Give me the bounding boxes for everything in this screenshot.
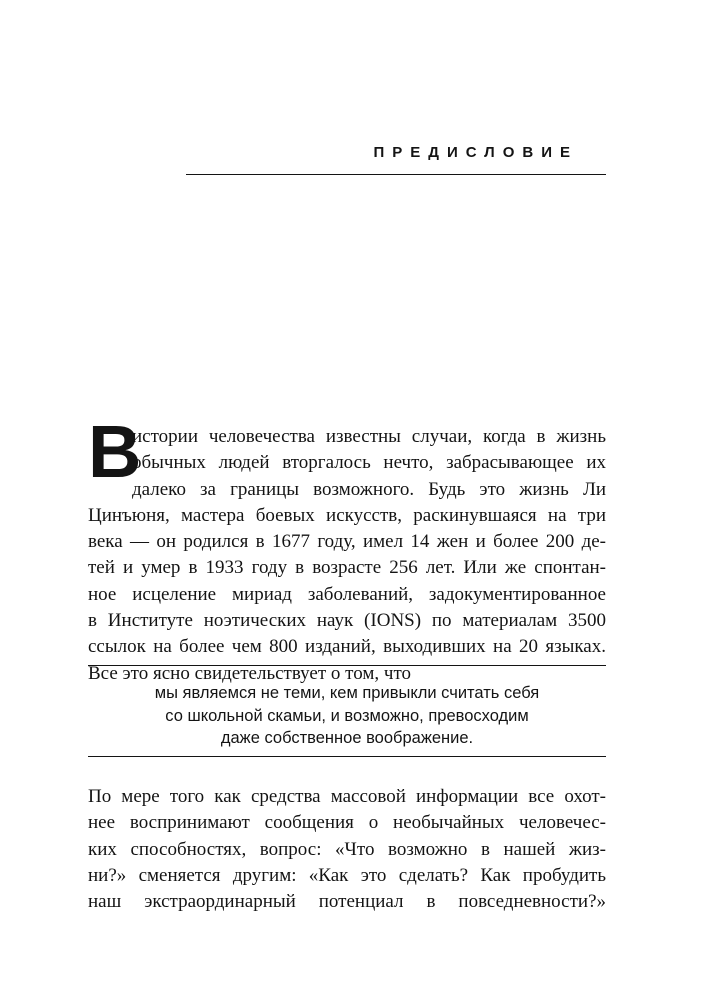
paragraph-line: тей и умер в 1933 году в возрасте 256 лет. Или же спонтан- [88,557,606,579]
pull-quote-line: мы являемся не теми, кем привыкли считать себя [154,684,540,702]
paragraph-line: ни?» сменяется другим: «Как это сделать? Как пробудить [88,864,606,886]
paragraph-line: далеко за границы возможного. Будь это жизнь Ли [132,478,606,500]
paragraph-line: века — он родился в 1677 году, имел 14 жен и более 200 де- [88,531,606,553]
paragraph-line: в Институте ноэтических наук (IONS) по материалам 3500 [88,610,606,632]
pull-quote-bottom-rule [88,756,606,757]
paragraph-line: Все это ясно свидетельствует о том, что [88,662,411,684]
paragraph-two [88,784,606,915]
paragraph-line: По мере того как средства массовой информации все охот- [88,786,606,807]
chapter-title-rule [186,174,606,175]
chapter-title: ПРЕДИСЛОВИЕ [373,144,578,161]
paragraph-line: ное исцеление мириад заболеваний, задокументированное [88,583,606,605]
paragraph-line: ких способностях, вопрос: «Что возможно в нашей жиз- [88,838,606,860]
paragraph-line: нее воспринимают сообщения о необычайных человечес- [88,812,606,834]
pull-quote-line: даже собственное воображение. [220,729,474,747]
paragraph-line: Цинъюня, мастера боевых искусств, раскинувшаяся на три [88,504,606,526]
paragraph-line: обычных людей вторгалось нечто, забрасывающее их [132,452,606,474]
paragraph-line: истории человечества известны случаи, когда в жизнь [132,426,606,447]
paragraph-line: наш экстраординарный потенциал в повседневности?» [88,891,606,913]
pull-quote-top-rule [88,665,606,666]
pull-quote [88,682,606,750]
paragraph-one [88,410,606,687]
pull-quote-line: со школьной скамьи, и возможно, превосходим [165,706,529,725]
paragraph-line: ссылок на более чем 800 изданий, выходивших на 20 языках. [88,636,606,658]
drop-cap: В [88,410,141,493]
